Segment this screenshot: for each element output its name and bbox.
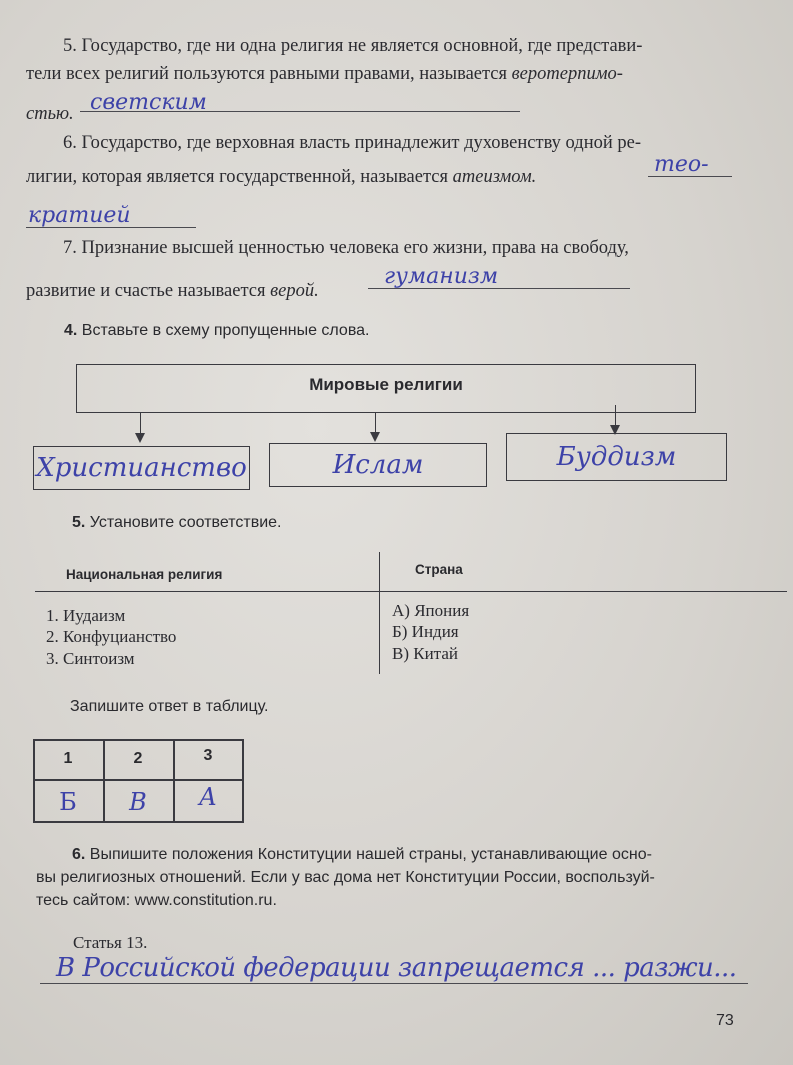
- task4-text: Вставьте в схему пропущенные слова.: [81, 322, 370, 339]
- scheme-arrow-1-line: [140, 413, 141, 435]
- answer-cell-1: Б: [59, 788, 77, 816]
- page-number: 73: [716, 1012, 734, 1029]
- scheme-box-3: [506, 433, 727, 481]
- q5-line2-text: тели всех религий пользуются равными правами, называется: [26, 64, 512, 84]
- task6-article: Статья 13.: [73, 933, 148, 952]
- q7-line2-italic: верой.: [270, 281, 319, 301]
- scheme-arrow-3-line: [615, 405, 616, 427]
- task6-answer-handwritten: В Российской федерации запрещается ... разжи...: [56, 953, 737, 983]
- q6-line2: [26, 167, 536, 188]
- task4-heading: [64, 322, 369, 340]
- match-col2-header: Страна: [415, 562, 463, 577]
- q5-line1: 5. Государство, где ни одна религия не является основной, где представи-: [63, 36, 643, 56]
- scheme-arrow-1-head: [135, 433, 145, 443]
- answer-prompt: Запишите ответ в таблицу.: [70, 698, 269, 715]
- task5-number: 5.: [72, 514, 86, 531]
- q7-line1: 7. Признание высшей ценностью человека его жизни, права на свободу,: [63, 238, 629, 258]
- task6-answer-underline: [40, 983, 748, 984]
- match-col1-item-3: 3. Синтоизм: [46, 649, 135, 668]
- scheme-box-1: [33, 446, 250, 490]
- task6-text-line1: Выпишите положения Конституции нашей страны, устанавливающие осно-: [89, 846, 652, 863]
- answer-table-row-divider: [33, 779, 244, 781]
- answer-cell-2: В: [129, 788, 147, 816]
- q7-line2: [26, 281, 319, 302]
- q7-answer-handwritten: гуманизм: [384, 264, 499, 289]
- answer-header-2: 2: [133, 750, 143, 767]
- task6-line2: вы религиозных отношений. Если у вас дома нет Конституции России, воспользуй-: [36, 869, 655, 886]
- task6-line3: тесь сайтом: www.constitution.ru.: [36, 892, 277, 909]
- scheme-top-box-label: Мировые религии: [309, 375, 463, 394]
- q6-line1: 6. Государство, где верховная власть принадлежит духовенству одной ре-: [63, 133, 641, 153]
- match-col2-item-3: В) Китай: [392, 644, 458, 663]
- task5-heading: [72, 514, 282, 532]
- match-col1-item-1: 1. Иудаизм: [46, 606, 126, 625]
- q5-line2-italic: веротерпимо-: [511, 64, 623, 84]
- scheme-arrow-2-line: [375, 413, 376, 434]
- task6-number: 6.: [72, 846, 86, 863]
- match-header-divider: [35, 591, 787, 592]
- q5-line3: стью.: [26, 104, 74, 124]
- q6-answer-part1: тео-: [654, 152, 709, 177]
- scheme-box-2: [269, 443, 487, 487]
- task5-text: Установите соответствие.: [89, 514, 282, 531]
- scheme-top-box: [76, 364, 696, 413]
- answer-header-3: 3: [203, 747, 213, 764]
- q5-answer-handwritten: светским: [90, 90, 207, 115]
- q6-line2-italic: атеизмом.: [452, 167, 537, 187]
- q5-line2: [26, 64, 623, 85]
- q7-line2-text: развитие и счастье называется: [26, 281, 271, 301]
- task6-line1: [72, 846, 652, 864]
- answer-header-1: 1: [63, 750, 73, 767]
- scheme-arrow-2-head: [370, 432, 380, 442]
- match-col2-item-2: Б) Индия: [392, 622, 459, 641]
- match-column-divider: [379, 552, 380, 674]
- answer-cell-3: А: [198, 783, 218, 811]
- q6-line2-text: лигии, которая является государственной, называется: [26, 167, 453, 187]
- match-col1-header: Национальная религия: [66, 567, 223, 582]
- scheme-box-3-answer: Буддизм: [556, 442, 677, 472]
- match-col2-item-1: А) Япония: [392, 601, 470, 620]
- match-col1-item-2: 2. Конфуцианство: [46, 627, 177, 646]
- q6-answer-part2: кратией: [28, 203, 131, 228]
- scheme-box-1-answer: Христианство: [36, 453, 247, 483]
- task4-number: 4.: [64, 322, 78, 339]
- scheme-box-2-answer: Ислам: [332, 450, 424, 480]
